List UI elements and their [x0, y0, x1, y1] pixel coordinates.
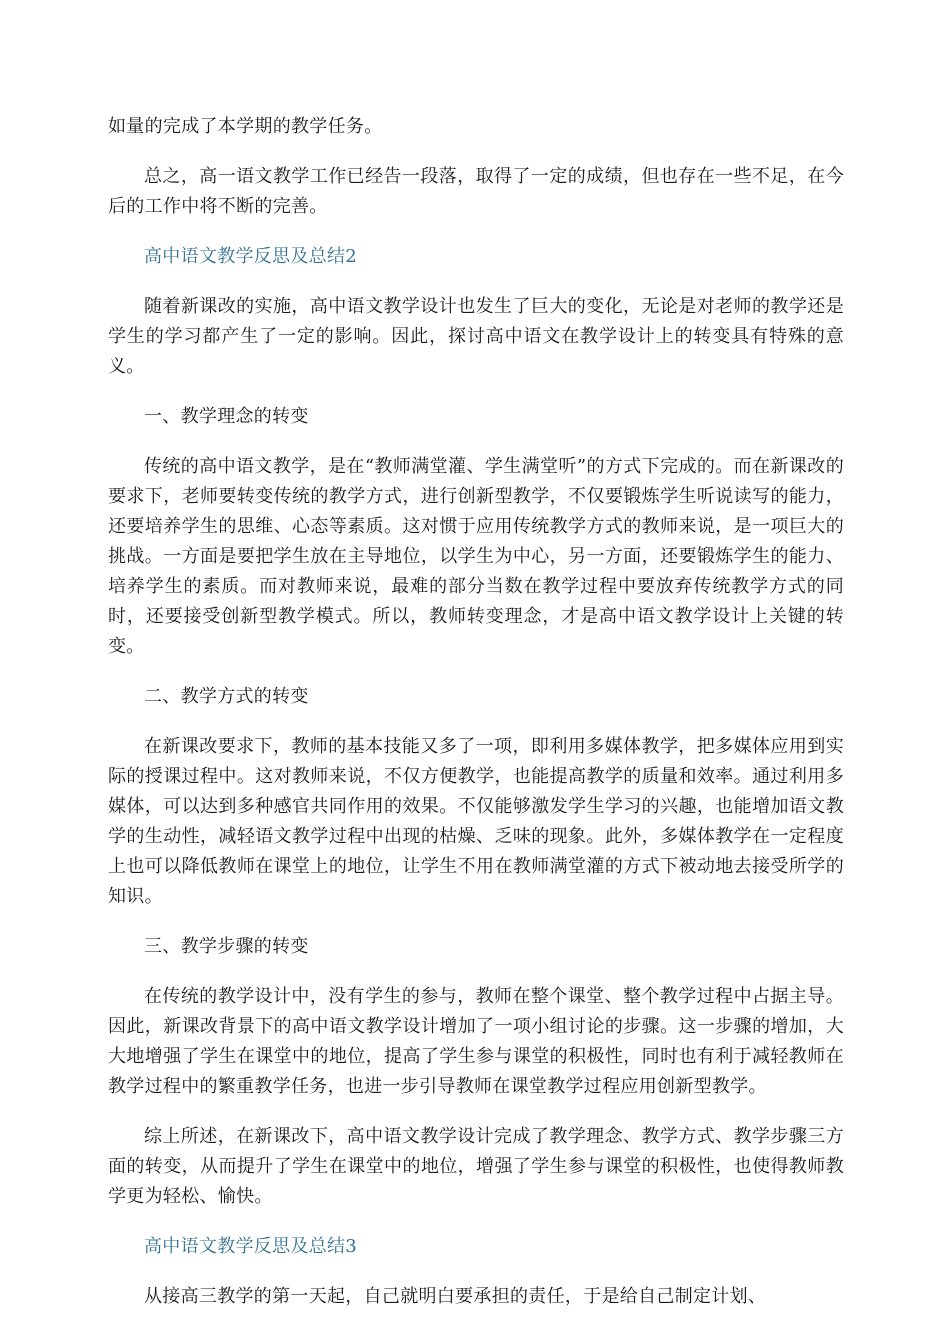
paragraph-steps: 在传统的教学设计中，没有学生的参与，教师在整个课堂、整个教学过程中占据主导。因此，新课改背景下的高中语文教学设计增加了一项小组讨论的步骤。这一步骤的增加，大大地增强了学生在课堂中的地位，提高了学生参与课堂的积极性，同时也有利于减轻教师在教学过程中的繁重教学任务，也进一步引导教师在课堂教学过程应用创新型教学。 [108, 986, 844, 1097]
article-heading-3: 高中语文教学反思及总结3 [144, 1236, 358, 1257]
paragraph-summary: 总之，高一语文教学工作已经告一段落，取得了一定的成绩，但也存在一些不足，在今后的工作中将不断的完善。 [108, 166, 844, 217]
paragraph-intro: 随着新课改的实施，高中语文教学设计也发生了巨大的变化，无论是对老师的教学还是学生的学习都产生了一定的影响。因此，探讨高中语文在教学设计上的转变具有特殊的意义。 [108, 296, 844, 377]
section-title-steps: 三、教学步骤的转变 [144, 936, 309, 957]
paragraph-concept: 传统的高中语文教学，是在“教师满堂灌、学生满堂听”的方式下完成的。而在新课改的要求下，老师要转变传统的教学方式，进行创新型教学，不仅要锻炼学生听说读写的能力，还要培养学生的思维、心态等素质。这对惯于应用传统教学方式的教师来说，是一项巨大的挑战。一方面是要把学生放在主导地位，以学生为中心，另一方面，还要锻炼学生的能力、培养学生的素质。而对教师来说，最难的部分当数在教学过程中要放弃传统教学方式的同时，还要接受创新型教学模式。所以，教师转变理念，才是高中语文教学设计上关键的转变。 [108, 456, 844, 657]
paragraph-method: 在新课改要求下，教师的基本技能又多了一项，即利用多媒体教学，把多媒体应用到实际的授课过程中。这对教师来说，不仅方便教学，也能提高教学的质量和效率。通过利用多媒体，可以达到多种感官共同作用的效果。不仅能够激发学生学习的兴趣，也能增加语文教学的生动性，减轻语文教学过程中出现的枯燥、乏味的现象。此外，多媒体教学在一定程度上也可以降低教师在课堂上的地位，让学生不用在教师满堂灌的方式下被动地去接受所学的知识。 [108, 736, 844, 907]
paragraph-conclusion: 综上所述，在新课改下，高中语文教学设计完成了教学理念、教学方式、教学步骤三方面的转变，从而提升了学生在课堂中的地位，增强了学生参与课堂的积极性，也使得教师教学更为轻松、愉快。 [108, 1126, 844, 1207]
paragraph-start: 从接高三教学的第一天起，自己就明白要承担的责任，于是给自己制定计划、 [144, 1286, 767, 1307]
section-title-concept: 一、教学理念的转变 [144, 406, 309, 427]
section-title-method: 二、教学方式的转变 [144, 686, 309, 707]
article-heading-2: 高中语文教学反思及总结2 [144, 246, 358, 267]
paragraph-continuation: 如量的完成了本学期的教学任务。 [108, 116, 383, 137]
